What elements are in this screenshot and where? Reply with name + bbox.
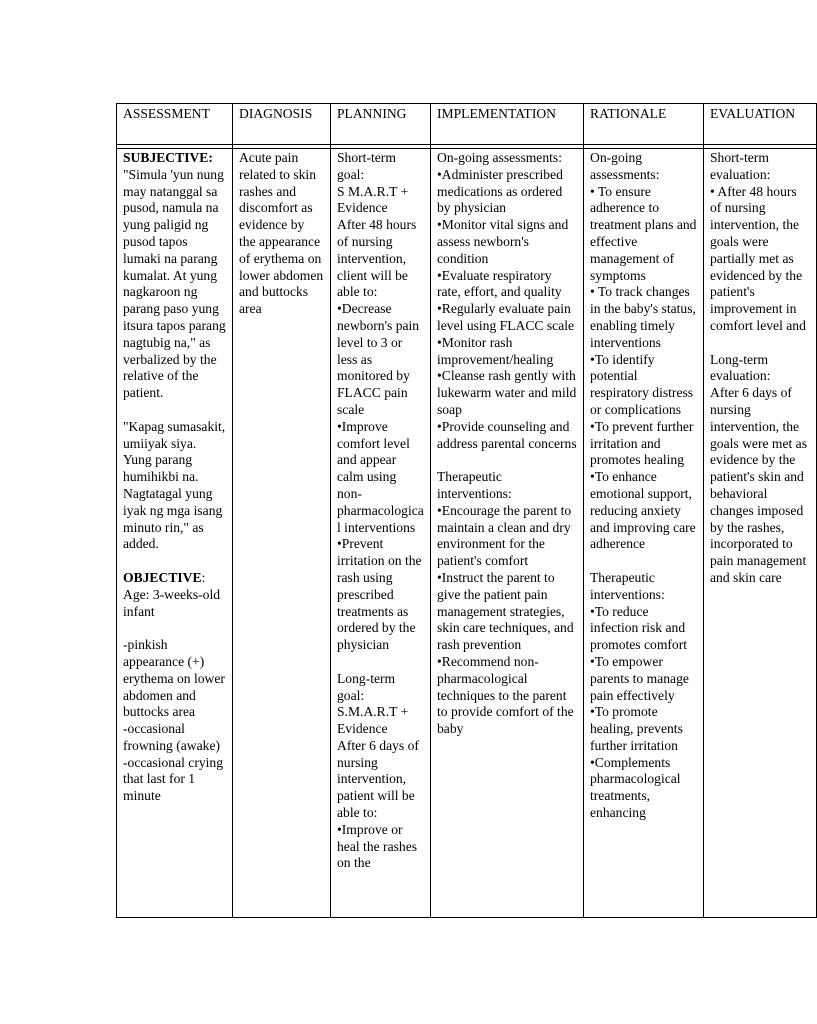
- subjective-label: SUBJECTIVE:: [123, 150, 213, 165]
- rationale-cell: [584, 149, 704, 918]
- rationale-therapeutic-2: •To empower parents to manage pain effectively: [590, 653, 689, 703]
- implementation-therapeutic-3: •Recommend non-pharmacological techniques to the parent to provide comfort of the baby: [437, 653, 574, 737]
- implementation-therapeutic-label: Therapeutic interventions:: [437, 469, 512, 501]
- implementation-therapeutic-2: •Instruct the parent to give the patient pain management strategies, skin care techniques, and rash prevention: [437, 569, 574, 653]
- header-rationale: RATIONALE: [584, 104, 704, 145]
- long-term-goal-label: Long-term goal:: [337, 670, 396, 703]
- short-term-evaluation-label: Short-term evaluation:: [710, 150, 771, 182]
- subjective-quote-2: "Kapag sumasakit, umiiyak siya. Yung parang humihikbi na. Nagtatagal yung iyak ng mga isang minuto rin," as added.: [123, 418, 226, 552]
- long-term-evaluation-label: Long-term evaluation:: [710, 351, 771, 384]
- objective-finding-1: -pinkish appearance (+) erythema on lower abdomen and buttocks area: [123, 637, 225, 720]
- short-term-goal-label: Short-term goal:: [337, 150, 396, 182]
- table-body-row: [117, 149, 817, 918]
- long-term-intro: After 6 days of nursing intervention, patient will be able to:: [337, 737, 419, 821]
- objective-finding-2: -occasional frowning (awake): [123, 721, 221, 753]
- rationale-ongoing-label: On-going assessments:: [590, 150, 660, 182]
- diagnosis-cell: [233, 149, 331, 918]
- short-term-goal-2: •Improve comfort level and appear calm using non-pharmacological interventions: [337, 418, 424, 535]
- rationale-item-5: •To enhance emotional support, reducing anxiety and improving care adherence: [590, 469, 696, 552]
- header-assessment: ASSESSMENT: [117, 104, 233, 145]
- short-term-evaluation-text: • After 48 hours of nursing intervention, the goals were partially met as evidenced by the patient's improvement in comfort level and: [710, 183, 806, 333]
- implementation-item-5: •Monitor rash improvement/healing: [437, 334, 554, 367]
- implementation-item-2: •Monitor vital signs and assess newborn's condition: [437, 217, 569, 266]
- header-diagnosis: DIAGNOSIS: [233, 104, 331, 145]
- short-term-intro: After 48 hours of nursing intervention, client will be able to:: [337, 217, 417, 300]
- rationale-therapeutic-4: •Complements pharmacological treatments, enhancing: [590, 754, 681, 821]
- planning-cell: [331, 149, 431, 918]
- implementation-item-6: •Cleanse rash gently with lukewarm water and mild soap: [437, 368, 577, 417]
- nursing-care-plan-table: [116, 103, 817, 918]
- implementation-ongoing-label: On-going assessments:: [437, 150, 562, 165]
- short-term-goal-3: •Prevent irritation on the rash using prescribed treatments as ordered by the physician: [337, 536, 422, 653]
- objective-colon: :: [201, 569, 206, 585]
- subjective-quote-1: "Simula 'yun nung may natanggal sa pusod, namula na yung paligid ng pusod tapos lumaki na parang kumalat. At yung nagkaroon ng parang paso yung itsura tapos parang nagtubig na," as verbalized by the relative of the patient.: [123, 166, 226, 401]
- implementation-item-1: •Administer prescribed medications as ordered by physician: [437, 166, 563, 216]
- rationale-therapeutic-label: Therapeutic interventions:: [590, 569, 665, 602]
- header-implementation: IMPLEMENTATION: [431, 104, 584, 145]
- objective-label: OBJECTIVE: [123, 569, 202, 585]
- rationale-therapeutic-1: •To reduce infection risk and promotes comfort: [590, 603, 688, 653]
- header-planning: PLANNING: [331, 104, 431, 145]
- implementation-cell: [431, 149, 584, 918]
- short-term-goal-1: •Decrease newborn's pain level to 3 or less as monitored by FLACC pain scale: [337, 301, 420, 417]
- implementation-item-3: •Evaluate respiratory rate, effort, and quality: [437, 267, 562, 300]
- long-term-evaluation-text: After 6 days of nursing intervention, the goals were met as evidence by the patient's skin and behavioral changes imposed by the rashes, incorporated to pain management and skin care: [710, 385, 808, 585]
- implementation-item-7: •Provide counseling and address parental concerns: [437, 418, 577, 451]
- objective-heading: [123, 570, 226, 587]
- rationale-item-3: •To identify potential respiratory distress or complications: [590, 351, 694, 417]
- table-header-row: [117, 104, 817, 145]
- rationale-therapeutic-3: •To promote healing, prevents further irritation: [590, 704, 683, 753]
- rationale-item-1: • To ensure adherence to treatment plans and effective management of symptoms: [590, 183, 697, 283]
- long-term-goal-1: •Improve or heal the rashes on the: [337, 821, 418, 871]
- header-evaluation: EVALUATION: [704, 104, 817, 145]
- implementation-therapeutic-1: •Encourage the parent to maintain a clean and dry environment for the patient's comfort: [437, 502, 572, 569]
- assessment-cell: [117, 149, 233, 918]
- objective-age: Age: 3-weeks-old infant: [123, 586, 221, 619]
- short-term-smart: S M.A.R.T + Evidence: [337, 183, 409, 216]
- implementation-item-4: •Regularly evaluate pain level using FLACC scale: [437, 301, 575, 333]
- diagnosis-text: Acute pain related to skin rashes and discomfort as evidence by the appearance of erythema on lower abdomen and buttocks area: [239, 150, 324, 317]
- rationale-item-4: •To prevent further irritation and promotes healing: [590, 418, 694, 468]
- rationale-item-2: • To track changes in the baby's status, enabling timely interventions: [590, 284, 696, 350]
- long-term-smart: S.M.A.R.T + Evidence: [337, 704, 409, 737]
- evaluation-cell: [704, 149, 817, 918]
- objective-finding-3: -occasional crying that last for 1 minute: [123, 754, 224, 804]
